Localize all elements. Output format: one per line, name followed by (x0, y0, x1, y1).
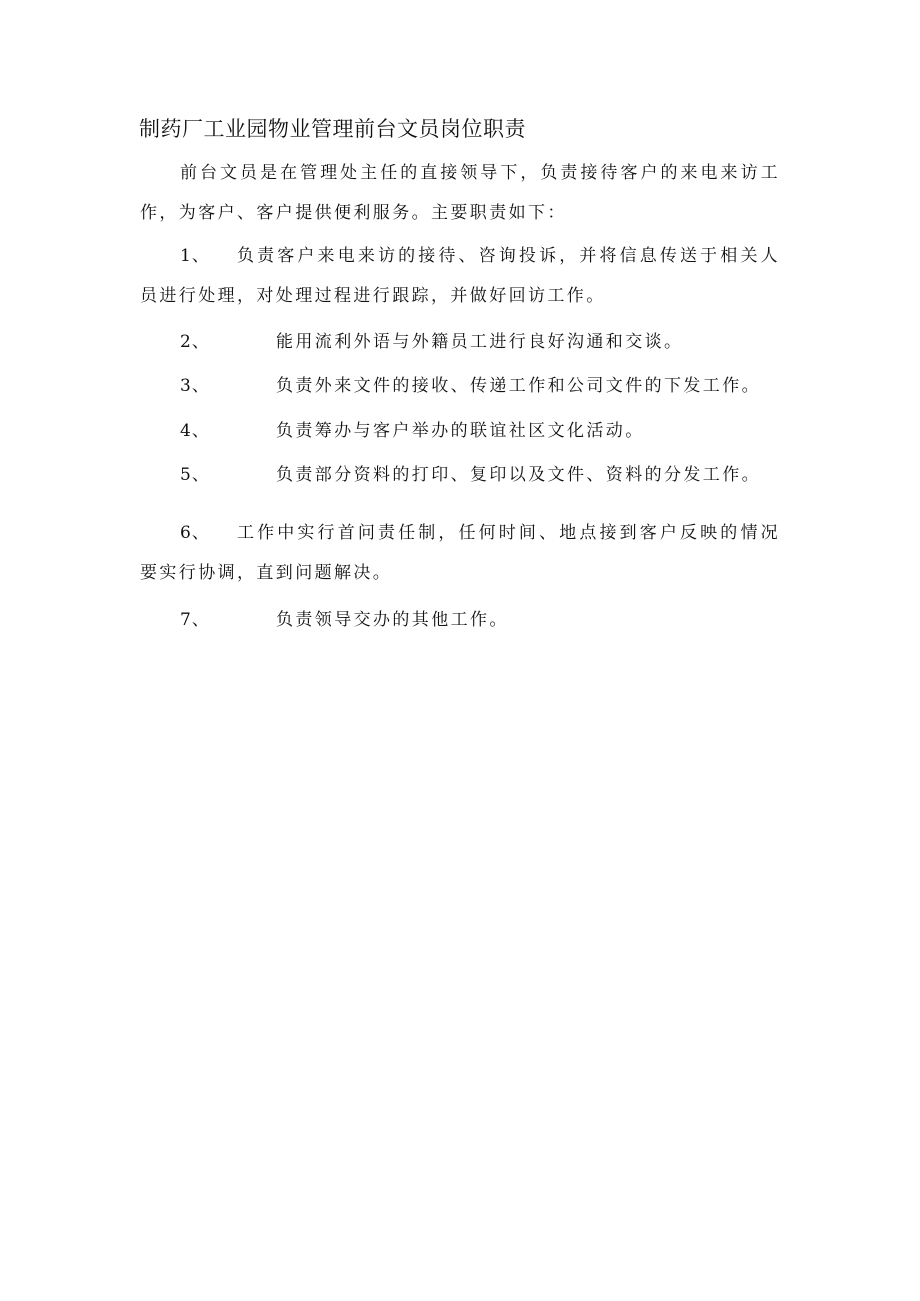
duty-item-number: 3、 (180, 376, 210, 396)
duty-item-text: 负责筹办与客户举办的联谊社区文化活动。 (276, 421, 645, 441)
duty-item-4 (140, 411, 780, 451)
duty-item-number: 1、 (180, 246, 210, 266)
duty-item-text: 工作中实行首问责任制，任何时间、地点接到客户反映的情况要实行协调，直到问题解决。 (140, 523, 780, 583)
duty-item-number: 5、 (180, 465, 210, 485)
duty-item-number: 4、 (180, 421, 210, 441)
duty-item-7 (140, 600, 780, 640)
duty-item-text: 负责部分资料的打印、复印以及文件、资料的分发工作。 (276, 465, 761, 485)
duty-item-number: 2、 (180, 332, 210, 352)
duty-item-number: 6、 (180, 523, 210, 543)
duty-item-text: 能用流利外语与外籍员工进行良好沟通和交谈。 (276, 332, 684, 352)
duty-item-1 (140, 236, 780, 316)
duty-item-number: 7、 (180, 610, 210, 630)
duty-item-text: 负责客户来电来访的接待、咨询投诉，并将信息传送于相关人员进行处理，对处理过程进行跟踪，并做好回访工作。 (140, 246, 780, 306)
duty-item-2 (140, 322, 780, 362)
duty-item-text: 负责外来文件的接收、传递工作和公司文件的下发工作。 (276, 376, 761, 396)
document-title: 制药厂工业园物业管理前台文员岗位职责 (139, 117, 526, 141)
duty-item-3 (140, 366, 780, 406)
duty-item-text: 负责领导交办的其他工作。 (276, 610, 509, 630)
duty-item-6 (140, 513, 780, 593)
duty-item-5 (140, 455, 780, 495)
intro-paragraph: 前台文员是在管理处主任的直接领导下，负责接待客户的来电来访工作，为客户、客户提供便利服务。主要职责如下： (140, 163, 780, 223)
